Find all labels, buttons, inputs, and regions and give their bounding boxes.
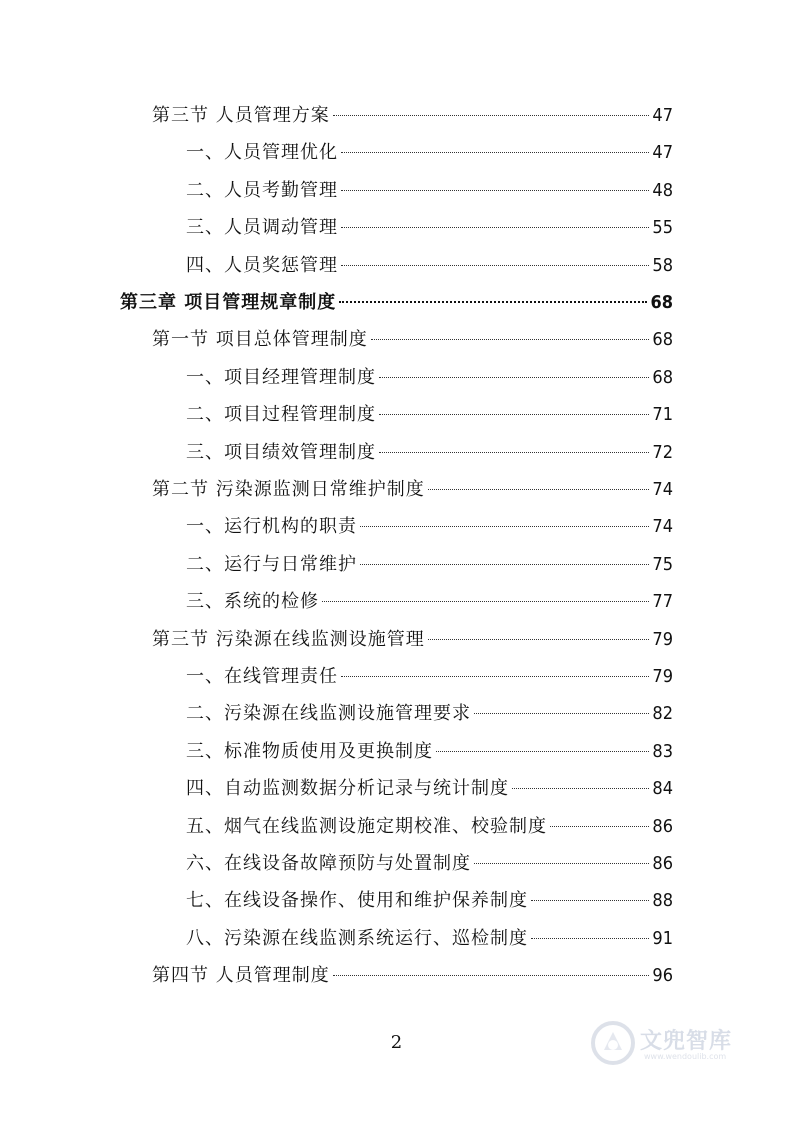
toc-leader-dots: [341, 265, 649, 266]
toc-leader-dots: [531, 938, 649, 939]
toc-entry-label: 第三章 项目管理规章制度: [120, 292, 337, 313]
toc-leader-dots: [512, 788, 649, 789]
toc-leader-dots: [333, 975, 650, 976]
toc-entry-row: [152, 960, 673, 992]
toc-entry-row: [186, 437, 673, 469]
toc-entry-label: 第三节 污染源在线监测设施管理: [152, 628, 425, 650]
toc-entry-row: [186, 137, 673, 169]
toc-entry-page: 86: [652, 815, 673, 837]
toc-entry-page: 68: [650, 292, 673, 313]
toc-entry-row: [186, 661, 673, 693]
toc-entry-row: [186, 399, 673, 431]
toc-entry[interactable]: [0, 586, 793, 618]
toc-entry-page: 75: [652, 553, 673, 575]
toc-leader-dots: [360, 564, 649, 565]
toc-leader-dots: [341, 152, 649, 153]
toc-entry[interactable]: [0, 175, 793, 207]
toc-entry-label: 第二节 污染源监测日常维护制度: [152, 479, 425, 500]
toc-entry-label: 四、自动监测数据分析记录与统计制度: [186, 778, 509, 800]
toc-entry-page: 47: [652, 105, 673, 126]
toc-entry-row: [186, 212, 673, 244]
toc-entry[interactable]: [0, 960, 793, 992]
toc-entry-row: [186, 848, 673, 880]
toc-entry[interactable]: [0, 661, 793, 693]
toc-leader-dots: [379, 377, 649, 378]
toc-entry-row: [120, 287, 673, 319]
toc-entry-page: 47: [652, 142, 673, 164]
toc-entry-row: [186, 773, 673, 805]
toc-entry[interactable]: [0, 399, 793, 431]
toc-entry-row: [186, 885, 673, 917]
toc-entry[interactable]: [0, 848, 793, 880]
toc-entry[interactable]: [0, 100, 793, 132]
toc-leader-dots: [531, 900, 649, 901]
toc-entry-row: [186, 923, 673, 955]
toc-entry[interactable]: [0, 250, 793, 282]
toc-leader-dots: [360, 526, 649, 527]
watermark: [590, 1018, 750, 1070]
toc-entry[interactable]: [0, 137, 793, 169]
toc-entry-row: [186, 736, 673, 768]
toc-entry[interactable]: [0, 437, 793, 469]
toc-entry-label: 三、项目绩效管理制度: [186, 441, 376, 463]
toc-leader-dots: [371, 339, 650, 340]
toc-leader-dots: [474, 713, 649, 714]
toc-leader-dots: [428, 489, 650, 490]
toc-entry[interactable]: [0, 698, 793, 730]
toc-entry[interactable]: [0, 212, 793, 244]
toc-leader-dots: [474, 863, 649, 864]
toc-entry-label: 一、运行机构的职责: [186, 516, 357, 538]
toc-entry[interactable]: [0, 287, 793, 319]
toc-entry-page: 96: [652, 965, 673, 987]
toc-leader-dots: [341, 676, 649, 677]
toc-entry[interactable]: [0, 923, 793, 955]
toc-entry-row: [152, 474, 673, 506]
toc-entry-label: 一、项目经理管理制度: [186, 366, 376, 388]
toc-entry-label: 第三节 人员管理方案: [152, 105, 330, 126]
toc-entry-row: [152, 324, 673, 356]
toc-entry-row: [152, 100, 673, 132]
toc-entry-row: [152, 624, 673, 656]
toc-entry-page: 74: [652, 479, 673, 500]
toc-entry-row: [186, 362, 673, 394]
toc-entry-label: 二、人员考勤管理: [186, 179, 338, 201]
toc-entry-label: 五、烟气在线监测设施定期校准、校验制度: [186, 815, 547, 837]
toc-entry-page: 58: [652, 254, 673, 276]
toc-entry-page: 48: [652, 179, 673, 201]
toc-entry-label: 二、项目过程管理制度: [186, 404, 376, 426]
toc-leader-dots: [333, 115, 650, 116]
toc-entry-page: 84: [652, 778, 673, 800]
toc-leader-dots: [550, 826, 649, 827]
toc-entry[interactable]: [0, 362, 793, 394]
toc-entry[interactable]: [0, 324, 793, 356]
toc-entry-row: [186, 811, 673, 843]
toc-entry-page: 74: [652, 516, 673, 538]
toc-entry[interactable]: [0, 885, 793, 917]
toc-leader-dots: [436, 751, 649, 752]
toc-entry-page: 88: [652, 890, 673, 912]
toc-entry[interactable]: [0, 773, 793, 805]
toc-leader-dots: [379, 414, 649, 415]
toc-entry-label: 八、污染源在线监测系统运行、巡检制度: [186, 927, 528, 949]
watermark-url: www.wendoulib.com: [644, 1052, 727, 1061]
toc-entry-page: 82: [652, 703, 673, 725]
toc-entry-page: 68: [652, 329, 673, 351]
toc-entry-row: [186, 250, 673, 282]
toc-entry-label: 三、人员调动管理: [186, 217, 338, 239]
watermark-brand: 文兜智库: [640, 1029, 733, 1054]
toc-leader-dots: [341, 190, 649, 191]
toc-entry-label: 二、污染源在线监测设施管理要求: [186, 703, 471, 725]
toc-entry[interactable]: [0, 474, 793, 506]
toc-leader-dots: [341, 227, 649, 228]
toc-entry-label: 一、在线管理责任: [186, 666, 338, 687]
toc-entry-page: 79: [652, 628, 673, 650]
toc-entry-page: 79: [652, 666, 673, 687]
toc-entry-row: [186, 175, 673, 207]
toc-entry-label: 七、在线设备操作、使用和维护保养制度: [186, 890, 528, 912]
toc-leader-dots: [379, 452, 649, 453]
toc-leader-dots: [428, 639, 650, 640]
toc-entry-label: 第四节 人员管理制度: [152, 965, 330, 987]
toc-entry-label: 二、运行与日常维护: [186, 553, 357, 575]
toc-entry-page: 72: [652, 441, 673, 463]
toc-entry-page: 83: [652, 740, 673, 762]
toc-entry[interactable]: [0, 811, 793, 843]
toc-entry-row: [186, 586, 673, 618]
toc-entry[interactable]: [0, 736, 793, 768]
toc-leader-dots: [322, 601, 649, 602]
toc-entry[interactable]: [0, 511, 793, 543]
toc-entry-label: 六、在线设备故障预防与处置制度: [186, 853, 471, 874]
toc-entry-page: 77: [652, 591, 673, 613]
toc-entry-label: 三、标准物质使用及更换制度: [186, 740, 433, 762]
page-number: 2: [390, 1032, 403, 1053]
toc-entry-page: 68: [652, 366, 673, 388]
toc-entry-page: 86: [652, 853, 673, 874]
toc-entry[interactable]: [0, 549, 793, 581]
toc-entry-page: 55: [652, 217, 673, 239]
toc-entry-label: 一、人员管理优化: [186, 142, 338, 164]
toc-entry-page: 71: [652, 404, 673, 426]
toc-entry-label: 四、人员奖惩管理: [186, 254, 338, 276]
watermark-logo-icon: [590, 1020, 636, 1066]
toc-entry-label: 第一节 项目总体管理制度: [152, 329, 368, 351]
toc-entry-row: [186, 511, 673, 543]
toc-entry-row: [186, 549, 673, 581]
toc-entry-label: 三、系统的检修: [186, 591, 319, 613]
toc-leader-dots: [339, 301, 647, 303]
toc-entry-row: [186, 698, 673, 730]
toc-entry[interactable]: [0, 624, 793, 656]
toc-entry-page: 91: [652, 927, 673, 949]
